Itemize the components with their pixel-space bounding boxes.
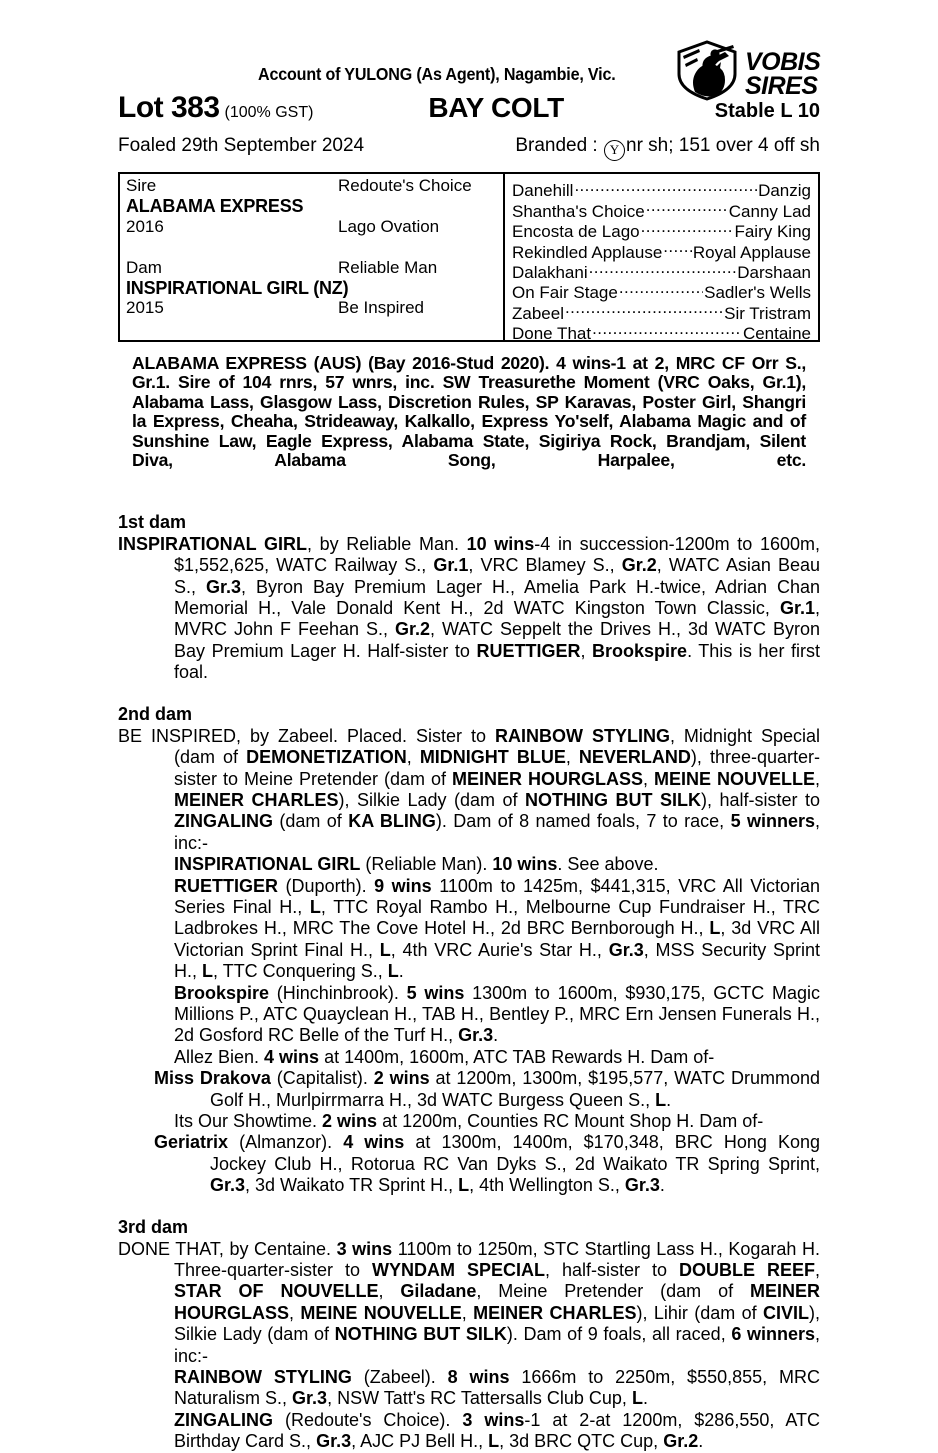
entry-emphasis: 6 winners [731,1324,815,1345]
pedigree-entry [118,1068,820,1111]
colour-sex-title: BAY COLT [428,92,564,123]
pedigree-entry [118,1111,820,1132]
stable-label: Stable L 10 [714,100,820,122]
entry-emphasis: 3 wins [462,1409,525,1430]
dam-section-heading: 2nd dam [118,703,193,724]
dot-leader [646,196,728,216]
dam-year: 2015 [126,298,164,318]
entry-text: , inc:- [174,1324,821,1366]
ancestor-name: Danehill [512,181,574,201]
sire-summary-paragraph: ALABAMA EXPRESS (AUS) (Bay 2016-Stud 2020). 4 wins-1 at 2, MRC CF Orr S., Gr.1. Sire of 104 rnrs, 57 wnrs, inc. SW Treasurethe Moment (VRC Oaks, Gr.1), Alabama Lass, Glasgow Lass, Discretion Rules, SP Karavas, Poster Girl, Shangri la Express, Cheaha, Strideaway, Kalkallo, Express Yo'self, Alabama Magic and of Sunshine Law, Eagle Express, Alabama State, Sigiriya Rock, Brandjam, Silent Diva, Alabama Song, Harpalee, etc. [132,353,806,471]
entry-text: , half-sister to [545,1260,679,1281]
entry-text: 1100m to 1250m, STC Startling Lass H., Kogarah H. Three-quarter-sister to [174,1238,820,1281]
entry-text: , by Reliable Man. [306,533,467,554]
entry-text: , WATC Asian Beau S., [174,555,821,597]
entry-text: ), three-quarter-sister to Meine Pretender (dam of [174,747,820,789]
dot-leader [619,278,703,298]
dam-sire: Reliable Man [338,257,438,277]
pedigree-entry [118,534,820,684]
entry-text: ), half-sister to [700,789,820,810]
pedigree-dam-year-row [126,298,503,318]
entry-text: Its Our Showtime. [174,1111,323,1131]
entry-emphasis: Miss Drakova [154,1068,271,1089]
entry-text: ), Silkie Lady (dam of [174,1302,820,1345]
ancestor-name: Encosta de Lago [512,222,640,242]
entry-text: BE INSPIRED, by Zabeel. Placed. Sister to [118,725,495,746]
entry-emphasis: L [458,1175,470,1196]
entry-emphasis: MEINER CHARLES [174,789,339,810]
sire-grandsire: Redoute's Choice [338,176,472,195]
entry-emphasis: DEMONETIZATION [246,747,407,768]
entry-text: (Almanzor). [228,1132,344,1153]
entry-emphasis: Gr.2 [621,555,657,576]
ancestor-name: Rekindled Applause [512,242,663,262]
svg-text:VOBIS: VOBIS [745,48,821,76]
entry-emphasis: CIVIL [762,1302,809,1323]
entry-text: ). Dam of 9 foals, all raced, [506,1324,732,1345]
entry-emphasis: L [631,1388,643,1409]
entry-text: . [493,1025,499,1046]
entry-text: , [815,1260,821,1281]
entry-emphasis: NOTHING BUT SILK [525,789,701,810]
pedigree-entry [118,876,820,983]
entry-text: , AJC PJ Bell H., [351,1431,489,1452]
entry-emphasis: 2 wins [322,1111,378,1131]
pedigree-ancestor-row [512,176,811,201]
entry-text: . [698,1431,704,1452]
ancestor-name: On Fair Stage [512,283,618,303]
entry-emphasis: Gr.3 [210,1175,246,1196]
entry-emphasis: NOTHING BUT SILK [334,1324,507,1345]
entry-emphasis: WYNDAM SPECIAL [372,1260,546,1281]
entry-emphasis: ZINGALING [174,1409,273,1430]
entry-text: at 1400m, 1600m, ATC TAB Rewards H. Dam of- [319,1046,715,1067]
pedigree-sire-label-row [126,176,503,196]
entry-emphasis: 4 wins [264,1046,320,1067]
entry-emphasis: 8 wins [447,1367,510,1388]
dot-leader [565,298,723,318]
entry-text: (Redoute's Choice). [273,1409,463,1430]
entry-emphasis: Gr.3 [458,1025,494,1046]
entry-text: , NSW Tatt's RC Tattersalls Club Cup, [327,1388,632,1409]
entry-emphasis: Gr.2 [663,1431,699,1452]
dam-label: Dam [126,257,162,277]
entry-emphasis: MEINE NOUVELLE [300,1302,462,1323]
entry-emphasis: INSPIRATIONAL GIRL [174,854,361,875]
entry-text: , Midnight Special (dam of [174,725,820,768]
entry-emphasis: L [309,896,321,917]
ancestor-name: Zabeel [512,303,564,323]
entry-emphasis: Gr.1 [779,598,815,619]
entry-emphasis: L [488,1431,500,1452]
entry-emphasis: 5 winners [730,811,815,832]
gst-note: (100% GST) [224,104,314,121]
ancestor-value: Centaine [742,324,811,344]
entry-emphasis: RAINBOW STYLING [494,725,670,746]
entry-text: (Duporth). [278,875,375,896]
pedigree-dam-name-row [126,278,503,298]
entry-emphasis: RUETTIGER [476,640,581,661]
entry-emphasis: Gr.1 [433,555,469,576]
ancestor-value: Royal Applause [692,242,811,262]
pedigree-entry [118,1239,820,1367]
entry-text: , inc:- [174,811,820,853]
branded-prefix: Branded : [515,135,598,156]
entry-text: , [814,768,820,789]
entry-text: , TTC Royal Rambo H., Melbourne Cup Fundraiser H., TRC Ladbrokes H., MRC The Cove Hotel H., 2d BRC Bernborough H., [174,896,820,939]
dot-leader [592,319,742,339]
entry-emphasis: L [202,961,214,982]
entry-emphasis: 9 wins [374,875,432,896]
entry-text: . [666,1089,672,1110]
entry-text: DONE THAT, by Centaine. [118,1238,337,1259]
ancestor-value: Sadler's Wells [704,283,811,303]
sire-label: Sire [126,176,157,195]
account-line: Account of YULONG (As Agent), Nagambie, Vic. [258,64,616,84]
pedigree-spacer-row [126,237,503,257]
entry-text: , Meine Pretender (dam of [476,1281,750,1302]
entry-emphasis: Gr.3 [608,939,644,960]
entry-emphasis: 3 wins [336,1238,393,1259]
entry-emphasis: Brookspire [592,640,688,661]
entry-text: -1 at 2-at 1200m, $286,550, ATC Birthday Card S., [174,1409,820,1452]
svg-text:SIRES: SIRES [745,72,818,100]
entry-text: , 3d VRC All Victorian Sprint Final H., [174,918,820,960]
entry-text: , 4th VRC Aurie's Star H., [390,939,609,960]
entry-emphasis: 5 wins [406,982,465,1003]
sire-year: 2016 [126,216,164,236]
entry-text: 1666m to 2250m, $550,855, MRC Naturalism S., [174,1367,820,1409]
entry-text: , [643,768,654,789]
entry-emphasis: 4 wins [343,1132,405,1153]
brand-symbol-icon: Y [604,140,625,161]
entry-emphasis: MIDNIGHT BLUE [419,747,566,768]
entry-emphasis: Giladane [400,1281,477,1302]
branded-info [364,135,820,161]
entry-emphasis: ZINGALING [174,811,273,832]
ancestor-value: Danzig [758,181,811,201]
dot-leader [589,258,737,278]
pedigree-entry [118,1410,820,1453]
page-header [118,0,820,161]
entry-text: ), Lihir (dam of [636,1302,763,1323]
foaled-branded-row [118,135,820,161]
ancestor-value: Canny Lad [728,201,811,221]
dam-name: INSPIRATIONAL GIRL (NZ) [126,277,349,298]
dot-leader [641,217,734,237]
entry-emphasis: Gr.2 [395,619,431,640]
entry-text: at 1300m, 1400m, $170,348, BRC Hong Kong Jockey Club H., Rotorua RC Van Dyks S., 2d Waikato TR Spring Sprint, [210,1132,820,1174]
entry-text: (Zabeel). [351,1367,448,1388]
ancestor-value: Darshaan [737,262,811,282]
entry-emphasis: INSPIRATIONAL GIRL [118,533,307,554]
entry-text: . [642,1388,648,1409]
pedigree-dam-label-row [126,258,503,278]
entry-text: , VRC Blamey S., [468,555,622,576]
entry-emphasis: RUETTIGER [174,875,279,896]
entry-text: . See above. [557,854,659,875]
dam-damsire: Be Inspired [338,298,424,318]
entry-emphasis: RAINBOW STYLING [174,1367,352,1388]
entry-text: ), Silkie Lady (dam of [338,789,526,810]
entry-text: (Capitalist). [270,1068,374,1089]
entry-text: , [461,1302,474,1323]
entry-text: at 1200m, Counties RC Mount Shop H. Dam of- [377,1111,764,1131]
pedigree-right-column [505,174,818,344]
entry-text: 1300m to 1600m, $930,175, GCTC Magic Millions P., ATC Quayclean H., TAB H., Bentley P., MRC Ern Jensen Funerals H., 2d Gosford RC Belle of the Turf H., [174,982,820,1046]
entry-text: , 3d BRC QTC Cup, [499,1431,664,1452]
ancestor-value: Fairy King [734,222,811,242]
entry-emphasis: L [387,961,399,982]
pedigree-sire-name-row [126,196,503,216]
ancestor-value: Sir Tristram [724,303,811,323]
entry-emphasis: 10 wins [466,533,535,554]
entry-text: -4 in succession-1200m to 1600m, $1,552,625, WATC Railway S., [174,533,820,576]
pedigree-sections [118,512,820,1453]
entry-text: 1100m to 1425m, $441,315, VRC All Victorian Series Final H., [174,875,820,917]
entry-emphasis: MEINER CHARLES [473,1302,637,1323]
dot-leader [574,176,757,196]
pedigree-entry [118,1047,820,1068]
entry-emphasis: Gr.3 [624,1175,660,1196]
entry-text: , 4th Wellington S., [469,1175,625,1196]
entry-emphasis: DOUBLE REEF [679,1260,815,1281]
entry-emphasis: Brookspire [174,982,270,1003]
entry-text: , 3d Waikato TR Sprint H., [245,1175,459,1196]
entry-emphasis: Gr.3 [316,1431,352,1452]
entry-text: , MSS Security Sprint H., [174,939,820,982]
pedigree-table [118,172,820,342]
dam-section-heading: 3rd dam [118,1216,189,1237]
entry-emphasis: MEINER HOURGLASS [174,1281,820,1323]
pedigree-entry [118,1367,820,1410]
entry-text: . [659,1175,665,1196]
entry-emphasis: 10 wins [492,854,558,875]
entry-text: , [580,640,593,661]
entry-text: , TTC Conquering S., [213,961,388,982]
entry-text: ). Dam of 8 named foals, 7 to race, [435,811,731,832]
ancestor-name: Dalakhani [512,262,588,282]
entry-text: , WATC Seppelt the Drives H., 3d WATC Byron Bay Premium Lager H. Half-sister to [174,619,820,661]
entry-text: . [398,961,404,982]
entry-text: (dam of [273,811,349,832]
entry-text: at 1200m, 1300m, $195,577, WATC Drummond Golf H., Murlpirrmarra H., 3d WATC Burgess Queen S., [210,1068,820,1110]
entry-emphasis: KA BLING [348,811,436,832]
dam-section-heading: 1st dam [118,511,187,532]
entry-text: , [406,747,420,768]
entry-text: , MVRC John F Feehan S., [174,598,820,640]
sire-name: ALABAMA EXPRESS [126,196,304,217]
entry-emphasis: MEINE NOUVELLE [653,768,815,789]
lot-left-group [118,91,313,125]
dot-leader [663,237,692,257]
foaled-date: Foaled 29th September 2024 [118,135,365,156]
sire-damsire: Lago Ovation [338,216,440,236]
branded-suffix: nr sh; 151 over 4 off sh [626,135,820,156]
lot-number: Lot 383 [118,91,220,124]
entry-text: Allez Bien. [174,1046,265,1067]
entry-emphasis: 2 wins [373,1068,430,1089]
entry-emphasis: L [379,939,391,960]
entry-emphasis: MEINER HOURGLASS [452,768,643,789]
pedigree-entry [118,726,820,854]
entry-emphasis: L [655,1089,667,1110]
entry-text: , [378,1281,401,1302]
entry-emphasis: Gr.3 [206,576,242,597]
entry-text: , [289,1302,301,1323]
entry-emphasis: L [709,918,721,939]
ancestor-name: Shantha's Choice [512,201,645,221]
entry-emphasis: Gr.3 [292,1388,328,1409]
pedigree-entry [118,983,820,1047]
entry-emphasis: STAR OF NOUVELLE [174,1281,379,1302]
entry-text: . This is her first foal. [174,640,820,683]
pedigree-entry [118,854,820,875]
entry-emphasis: NEVERLAND [578,747,691,768]
pedigree-left-column [120,174,505,340]
entry-text: (Hinchinbrook). [269,982,407,1003]
entry-emphasis: Geriatrix [154,1132,229,1153]
entry-text: , [565,747,579,768]
entry-text: (Reliable Man). [360,854,493,875]
entry-text: , Byron Bay Premium Lager H., Amelia Park H.-twice, Adrian Chan Memorial H., Vale Donald Kent H., 2d WATC Kingston Town Classic, [174,576,820,619]
pedigree-entry [118,1132,820,1196]
ancestor-name: Done That [512,324,592,344]
pedigree-sire-year-row [126,217,503,237]
